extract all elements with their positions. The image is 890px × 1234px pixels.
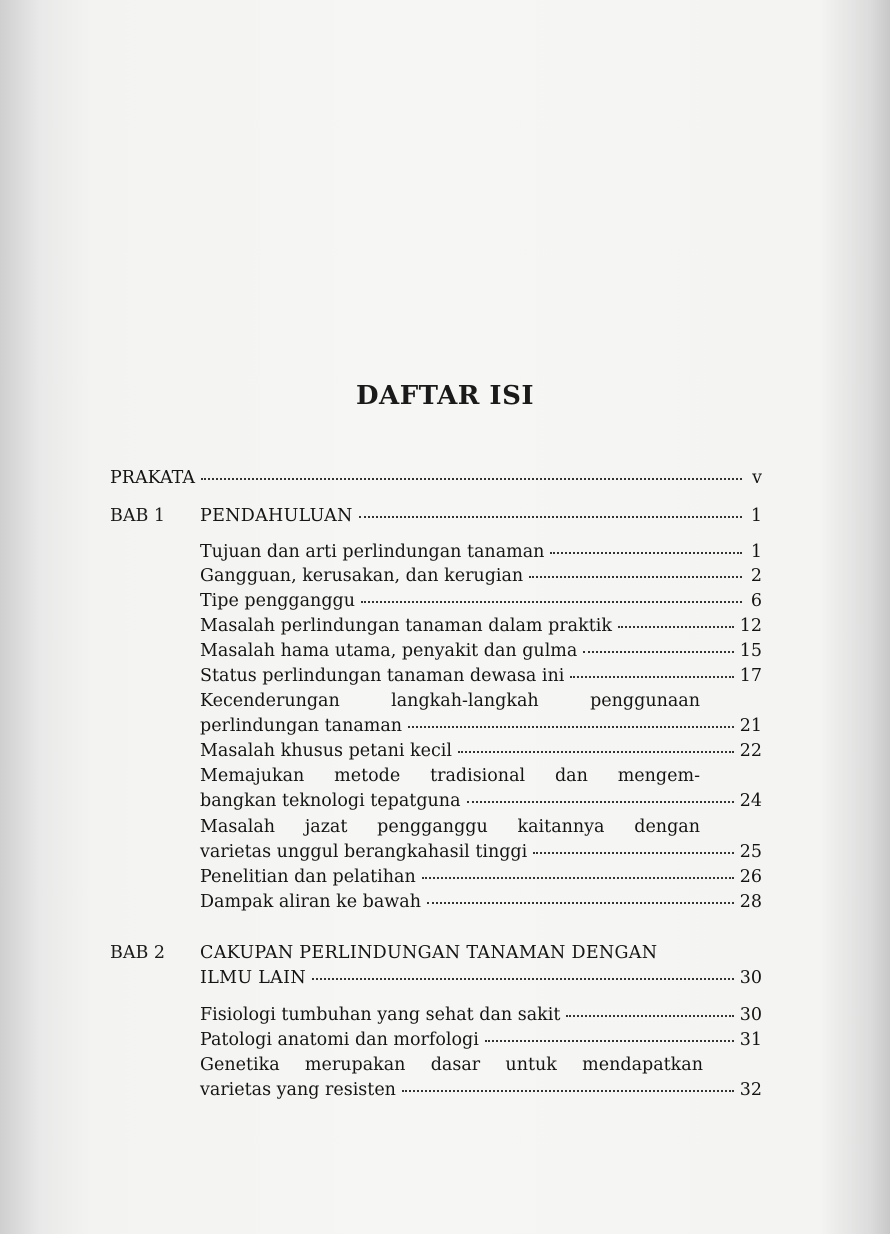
toc-entry-text: Status perlindungan tanaman dewasa ini: [200, 666, 565, 686]
dot-leader: [529, 576, 742, 578]
dot-leader: [566, 1015, 733, 1017]
toc-entry[interactable]: [200, 791, 762, 811]
page-number: 1: [750, 506, 762, 526]
dot-leader: [359, 516, 742, 518]
toc-entry-text-line1: Genetika merupakan dasar untuk mendapatkan: [200, 1055, 703, 1075]
page-number: 2: [750, 566, 762, 586]
dot-leader: [485, 1040, 734, 1042]
dot-leader: [458, 751, 734, 753]
toc-entry-text: Gangguan, kerusakan, dan kerugian: [200, 566, 524, 586]
toc-entry[interactable]: [200, 867, 762, 887]
dot-leader: [427, 902, 734, 904]
toc-entry-text-line1: Masalah jazat pengganggu kaitannya dengan: [200, 817, 700, 837]
dot-leader: [402, 1090, 734, 1092]
toc-entry-text: Patologi anatomi dan morfologi: [200, 1030, 479, 1050]
page-number: 30: [739, 1005, 762, 1025]
toc-entry-text: Tipe pengganggu: [200, 591, 356, 611]
chapter-label: BAB 2: [110, 943, 166, 963]
toc-label: PRAKATA: [110, 468, 195, 488]
dot-leader: [361, 601, 742, 603]
toc-entry-prakata[interactable]: [110, 468, 762, 488]
dot-leader: [570, 676, 733, 678]
toc-entry-bab2[interactable]: [200, 968, 762, 988]
dot-leader: [312, 978, 734, 980]
toc-entry[interactable]: [200, 1080, 762, 1100]
toc-entry-text-line1: Memajukan metode tradisional dan mengem-: [200, 766, 700, 786]
dot-leader: [467, 801, 734, 803]
page-number: 17: [739, 666, 762, 686]
page-number: 1: [750, 542, 762, 562]
dot-leader: [201, 478, 742, 480]
dot-leader: [408, 726, 734, 728]
toc-entry-bab1[interactable]: [200, 506, 762, 526]
toc-entry[interactable]: [200, 616, 762, 636]
toc-entry-text: Tujuan dan arti perlindungan tanaman: [200, 542, 545, 562]
chapter-title-line1: CAKUPAN PERLINDUNGAN TANAMAN DENGAN: [200, 943, 658, 963]
page-number: 12: [739, 616, 762, 636]
toc-entry-text: bangkan teknologi tepatguna: [200, 791, 461, 811]
toc-entry[interactable]: [200, 716, 762, 736]
dot-leader: [583, 651, 733, 653]
dot-leader: [550, 552, 742, 554]
page-number: v: [752, 468, 762, 488]
toc-entry[interactable]: [200, 842, 762, 862]
page-number: 25: [739, 842, 762, 862]
toc-entry-text: varietas unggul berangkahasil tinggi: [200, 842, 528, 862]
toc-entry-text: Masalah khusus petani kecil: [200, 741, 452, 761]
toc-entry[interactable]: [200, 641, 762, 661]
toc-entry-text: Dampak aliran ke bawah: [200, 892, 421, 912]
page-number: 24: [739, 791, 762, 811]
toc-entry-text: Masalah hama utama, penyakit dan gulma: [200, 641, 578, 661]
page-number: 28: [739, 892, 762, 912]
page-number: 22: [739, 741, 762, 761]
chapter-label: BAB 1: [110, 506, 166, 526]
toc-entry-text: Penelitian dan pelatihan: [200, 867, 416, 887]
toc-entry[interactable]: [200, 892, 762, 912]
toc-entry[interactable]: [200, 1005, 762, 1025]
toc-entry-text: Masalah perlindungan tanaman dalam praktik: [200, 616, 612, 636]
chapter-title: ILMU LAIN: [200, 968, 306, 988]
page-number: 6: [750, 591, 762, 611]
page-number: 32: [739, 1080, 762, 1100]
dot-leader: [422, 877, 734, 879]
toc-entry-text-line1: Kecenderungan langkah-langkah penggunaan: [200, 691, 700, 711]
page-number: 31: [739, 1030, 762, 1050]
toc-entry[interactable]: [200, 666, 762, 686]
toc-entry-text: Fisiologi tumbuhan yang sehat dan sakit: [200, 1005, 561, 1025]
dot-leader: [618, 626, 734, 628]
page-number: 15: [739, 641, 762, 661]
page-number: 30: [739, 968, 762, 988]
dot-leader: [533, 852, 733, 854]
toc-entry[interactable]: [200, 566, 762, 586]
toc-entry[interactable]: [200, 1030, 762, 1050]
toc-entry-text: varietas yang resisten: [200, 1080, 396, 1100]
toc-entry[interactable]: [200, 591, 762, 611]
toc-entry[interactable]: [200, 542, 762, 562]
page-number: 21: [739, 716, 762, 736]
toc-entry[interactable]: [200, 741, 762, 761]
toc-entry-text: perlindungan tanaman: [200, 716, 403, 736]
page-title: DAFTAR ISI: [355, 381, 535, 412]
chapter-title: PENDAHULUAN: [200, 506, 353, 526]
page-number: 26: [739, 867, 762, 887]
